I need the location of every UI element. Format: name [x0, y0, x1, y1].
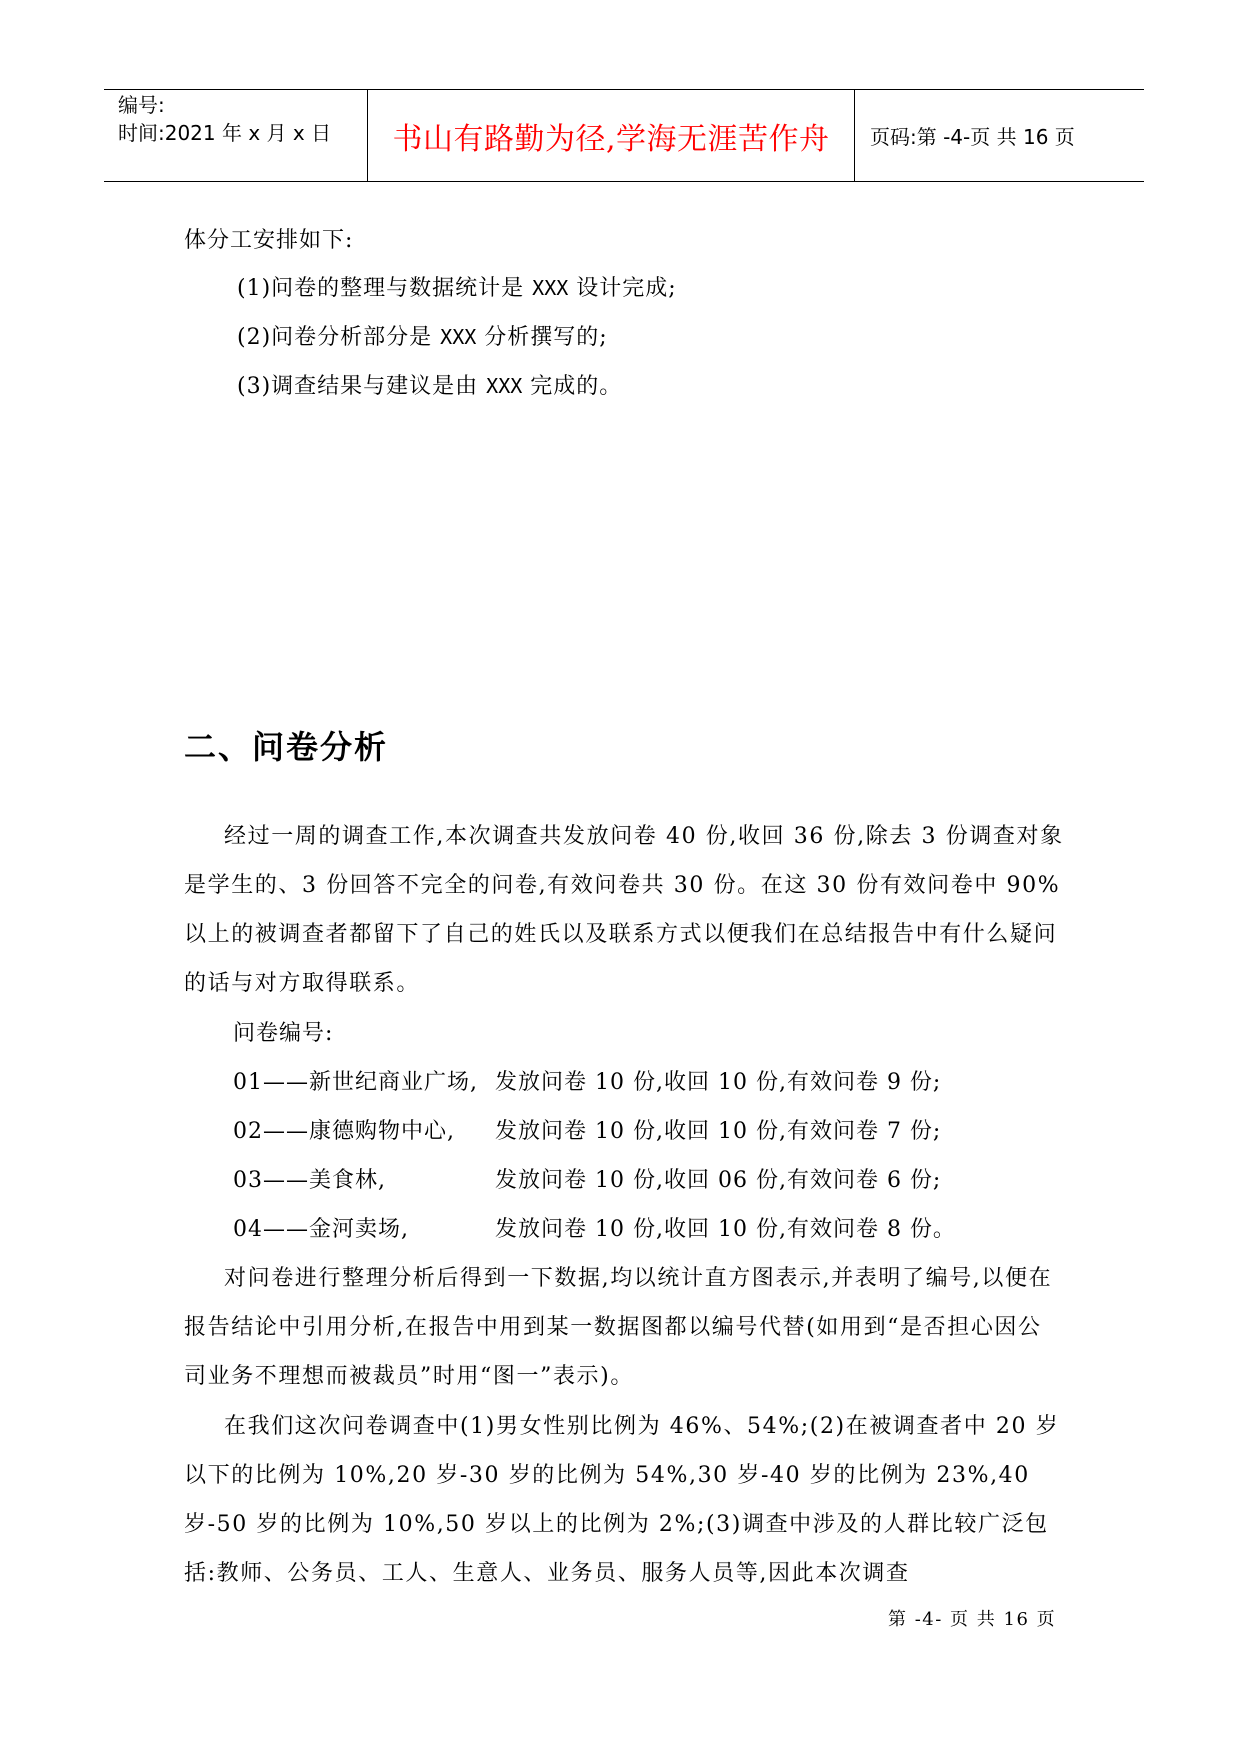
- questionnaire-label: 问卷编号:: [233, 1021, 334, 1046]
- questionnaire-row: [233, 1114, 941, 1145]
- paragraph-demographics: [184, 1402, 1064, 1598]
- paragraph-survey-overview: [184, 812, 1064, 1008]
- intro-item-text: (3)调查结果与建议是由: [237, 374, 487, 399]
- header-page-info: 页码:第 -4-页 共 16 页: [870, 125, 1075, 149]
- paragraph-text: 对问卷进行整理分析后得到一下数据,均以统计直方图表示,并表明了编号,以便在报告结论中引用分析,在报告中用到某一数据图都以编号代替(如用到“是否担心因公司业务不理想而被裁员”时用“图一”表示)。: [184, 1266, 1053, 1389]
- intro-item-text: 设计完成;: [568, 276, 677, 301]
- document-number-label: 编号:: [118, 93, 165, 117]
- section-heading: 二、问卷分析: [184, 728, 389, 766]
- intro-item-code: XXX: [532, 276, 569, 300]
- document-time-label: 时间:2021 年 x 月 x 日: [118, 121, 332, 145]
- questionnaire-detail: 发放问卷 10 份,收回 10 份,有效问卷 7 份;: [495, 1119, 942, 1144]
- questionnaire-name: 04——金河卖场,: [233, 1217, 409, 1242]
- paragraph-text: 在我们这次问卷调查中(1)男女性别比例为 46%、54%;(2)在被调查者中 20 岁以下的比例为 10%,20 岁-30 岁的比例为 54%,30 岁-40 岁的比例为 23%,40 岁-50 岁的比例为 10%,50 岁以上的比例为 2%;(3)调查中涉及的人群比较广泛包括:教师、公务员、工人、生意人、业务员、服务人员等,因此本次调查: [184, 1414, 1060, 1586]
- questionnaire-row: [233, 1163, 941, 1194]
- intro-item-1: [237, 271, 677, 302]
- intro-item-3: [237, 369, 622, 400]
- questionnaire-name: 03——美食林,: [233, 1168, 386, 1193]
- page-header: [104, 89, 1144, 182]
- questionnaire-row: [233, 1212, 956, 1243]
- intro-item-text: (2)问卷分析部分是: [237, 325, 441, 350]
- intro-item-code: XXX: [440, 325, 477, 349]
- paragraph-data-method: [184, 1254, 1064, 1401]
- intro-item-code: XXX: [486, 374, 523, 398]
- page-footer: 第 -4- 页 共 16 页: [888, 1609, 1057, 1630]
- header-page-cell: [855, 90, 1144, 181]
- intro-line: 体分工安排如下:: [184, 228, 354, 253]
- questionnaire-detail: 发放问卷 10 份,收回 06 份,有效问卷 6 份;: [495, 1168, 942, 1193]
- intro-item-text: 完成的。: [522, 374, 623, 399]
- intro-item-text: 分析撰写的;: [476, 325, 608, 350]
- intro-item-2: [237, 320, 608, 351]
- questionnaire-name: 02——康德购物中心,: [233, 1119, 455, 1144]
- questionnaire-detail: 发放问卷 10 份,收回 10 份,有效问卷 8 份。: [495, 1217, 956, 1242]
- intro-item-text: (1)问卷的整理与数据统计是: [237, 276, 533, 301]
- questionnaire-name: 01——新世纪商业广场,: [233, 1070, 478, 1095]
- paragraph-text: 经过一周的调查工作,本次调查共发放问卷 40 份,收回 36 份,除去 3 份调查对象是学生的、3 份回答不完全的问卷,有效问卷共 30 份。在这 30 份有效问卷中 90%以上的被调查者都留下了自己的姓氏以及联系方式以便我们在总结报告中有什么疑问的话与对方取得联系。: [184, 824, 1064, 996]
- header-meta-cell: [104, 90, 368, 181]
- header-motto-cell: [368, 90, 855, 181]
- questionnaire-row: [233, 1065, 941, 1096]
- questionnaire-detail: 发放问卷 10 份,收回 10 份,有效问卷 9 份;: [495, 1070, 942, 1095]
- motto-text: 书山有路勤为径,学海无涯苦作舟: [392, 121, 830, 157]
